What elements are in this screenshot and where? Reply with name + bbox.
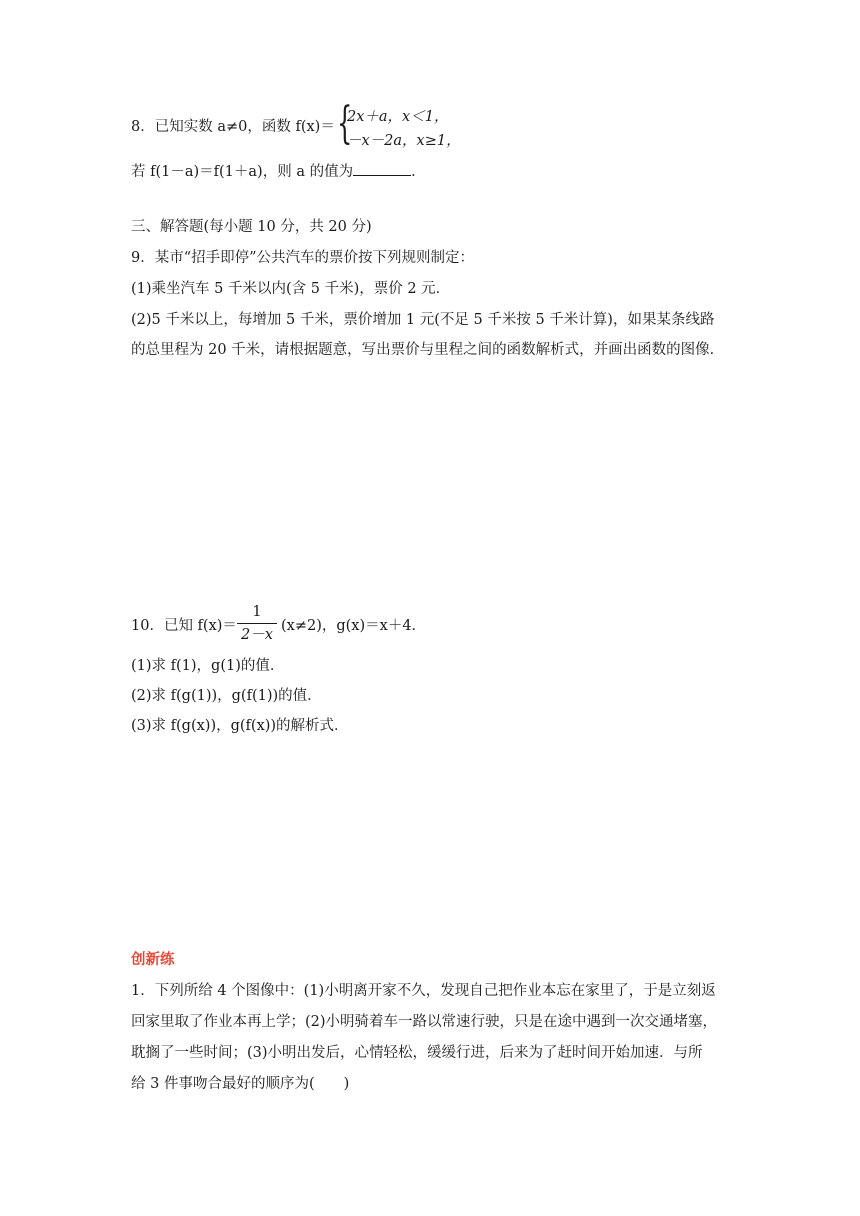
fraction-numerator: 1 (252, 604, 262, 620)
q8-case-1: 2x＋a，x＜1， (347, 109, 449, 125)
q9-rule-2-cont: 的总里程为 20 千米，请根据题意，写出票价与里程之间的函数解析式，并画出函数的图像． (131, 342, 725, 358)
q8-condition-end: ． (411, 164, 426, 180)
q10-lead: 10．已知 f(x)＝ (131, 618, 237, 634)
q9-rule-1: (1)乘坐汽车 5 千米以内(含 5 千米)，票价 2 元． (131, 281, 451, 297)
q10-part-1: (1)求 f(1)，g(1)的值． (131, 658, 285, 674)
section-3-title: 三、解答题(每小题 10 分，共 20 分) (131, 219, 372, 235)
answer-blank[interactable] (353, 161, 411, 176)
q8-condition (131, 161, 426, 182)
q10-fraction (237, 602, 277, 645)
q9-stem: 9．某市“招手即停”公共汽车的票价按下列规则制定： (131, 250, 475, 266)
q8-condition-text: 若 f(1－a)＝f(1＋a)，则 a 的值为 (131, 164, 354, 180)
piecewise-brace: { (337, 98, 353, 149)
innovation-q1-line-4: 给 3 件事吻合最好的顺序为( ) (131, 1076, 350, 1092)
q9-rule-2: (2)5 千米以上，每增加 5 千米，票价增加 1 元(不足 5 千米按 5 千米计算)，如果某条线路 (131, 312, 715, 328)
innovation-q1-line-3: 耽搁了一些时间；(3)小明出发后，心情轻松，缓缓行进，后来为了赶时间开始加速．与所 (131, 1045, 703, 1061)
q8-lead: 8．已知实数 a≠0，函数 f(x)＝ (131, 119, 335, 135)
fraction-denominator: 2－x (241, 627, 273, 643)
fraction-bar (237, 623, 277, 624)
q10-part-3: (3)求 f(g(x))，g(f(x))的解析式． (131, 718, 349, 734)
q10-part-2: (2)求 f(g(1))，g(f(1))的值． (131, 688, 322, 704)
innovation-q1-line-2: 回家里取了作业本再上学；(2)小明骑着车一路以常速行驶，只是在途中遇到一次交通堵塞， (131, 1014, 718, 1030)
q8-case-2: －x－2a，x≥1， (347, 133, 461, 149)
q10-tail: (x≠2)，g(x)＝x＋4． (281, 618, 427, 634)
innovation-q1-line-1: 1．下列所给 4 个图像中：(1)小明离开家不久，发现自己把作业本忘在家里了，于是立刻返 (131, 983, 716, 999)
innovation-title: 创新练 (131, 952, 175, 968)
